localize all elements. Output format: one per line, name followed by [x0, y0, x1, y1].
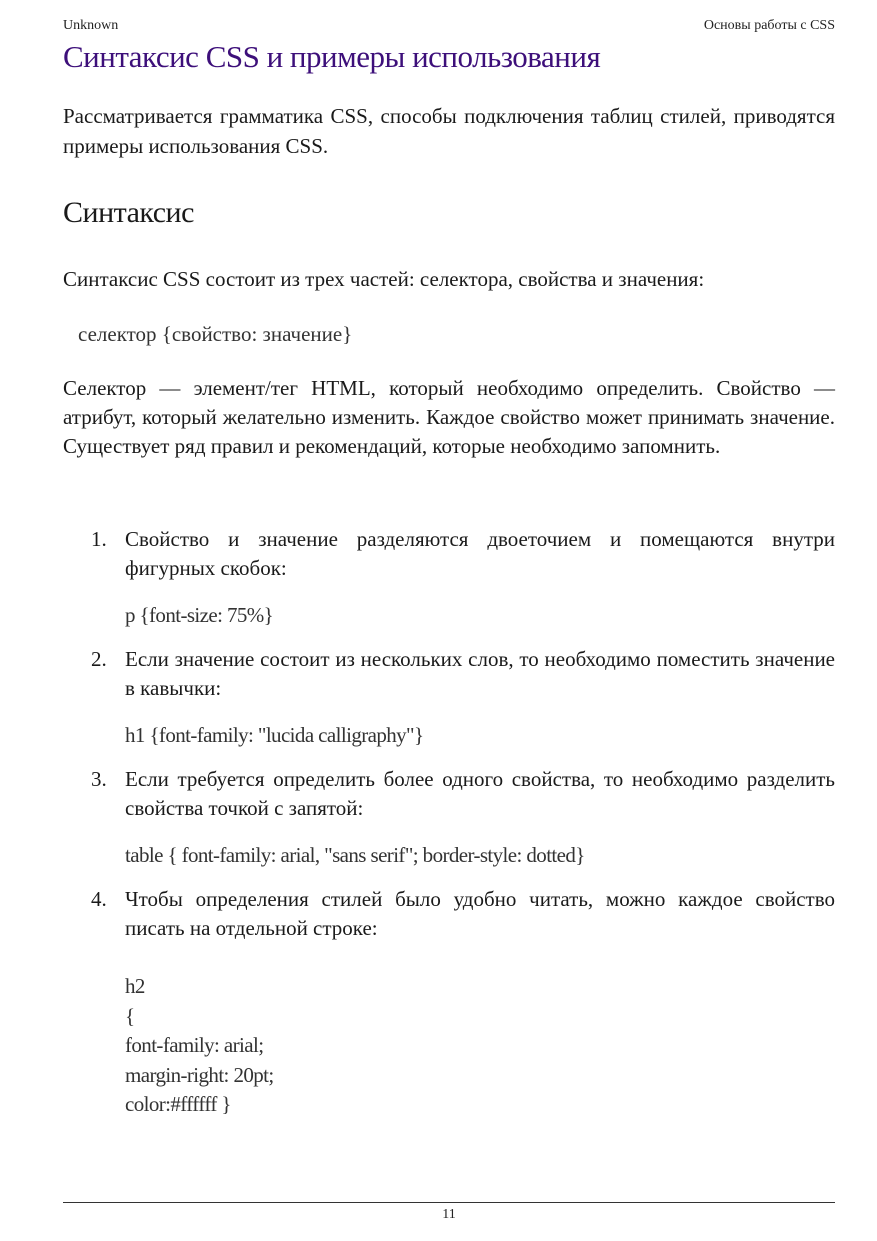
- code-example: table { font-family: arial, "sans serif"; border-style: dotted}: [125, 843, 585, 867]
- code-block: [125, 972, 835, 1120]
- list-item-number: 3.: [91, 767, 107, 791]
- running-header: [63, 17, 835, 35]
- list-item: [63, 525, 835, 630]
- syntax-example-code: селектор {свойство: значение}: [78, 322, 353, 346]
- code-line: h2: [125, 974, 145, 998]
- list-item-number: 4.: [91, 887, 107, 911]
- code-line: color:#ffffff }: [125, 1092, 231, 1116]
- header-author: Unknown: [63, 18, 119, 33]
- rules-list: [63, 525, 835, 1135]
- code-example: p {font-size: 75%}: [125, 603, 274, 627]
- list-item-text: Если значение состоит из нескольких слов, то необходимо поместить значение в кавычки:: [125, 647, 835, 700]
- code-line: {: [125, 1003, 135, 1028]
- list-item: [63, 765, 835, 870]
- syntax-intro-paragraph: Синтаксис CSS состоит из трех частей: селектора, свойства и значения:: [63, 267, 705, 291]
- list-item-text: Свойство и значение разделяются двоеточием и помещаются внутри фигурных скобок:: [125, 527, 835, 580]
- page-number: 11: [442, 1207, 456, 1222]
- footer-divider: [63, 1202, 835, 1203]
- explanation-paragraph: Селектор — элемент/тег HTML, который необходимо определить. Свойство — атрибут, который желательно изменить. Каждое свойство может принимать значение. Существует ряд правил и рекомендаций, которые необходимо запомнить.: [63, 376, 835, 458]
- list-item-number: 2.: [91, 647, 107, 671]
- code-example: h1 {font-family: "lucida calligraphy"}: [125, 723, 424, 747]
- header-book-title: Основы работы с CSS: [703, 18, 835, 33]
- document-page: [63, 0, 835, 1241]
- list-item-text: Чтобы определения стилей было удобно читать, можно каждое свойство писать на отдельной строке:: [125, 887, 835, 940]
- list-item-text: Если требуется определить более одного свойства, то необходимо разделить свойства точкой с запятой:: [125, 767, 835, 820]
- code-line: font-family: arial;: [125, 1033, 264, 1057]
- code-line: margin-right: 20pt;: [125, 1062, 274, 1087]
- page-title: Синтаксис CSS и примеры использования: [63, 39, 601, 74]
- list-item-number: 1.: [91, 527, 107, 551]
- list-item: [63, 645, 835, 750]
- section-heading: Синтаксис: [63, 196, 194, 229]
- intro-paragraph: Рассматривается грамматика CSS, способы подключения таблиц стилей, приводятся примеры использования CSS.: [63, 104, 835, 158]
- list-item: [63, 885, 835, 1120]
